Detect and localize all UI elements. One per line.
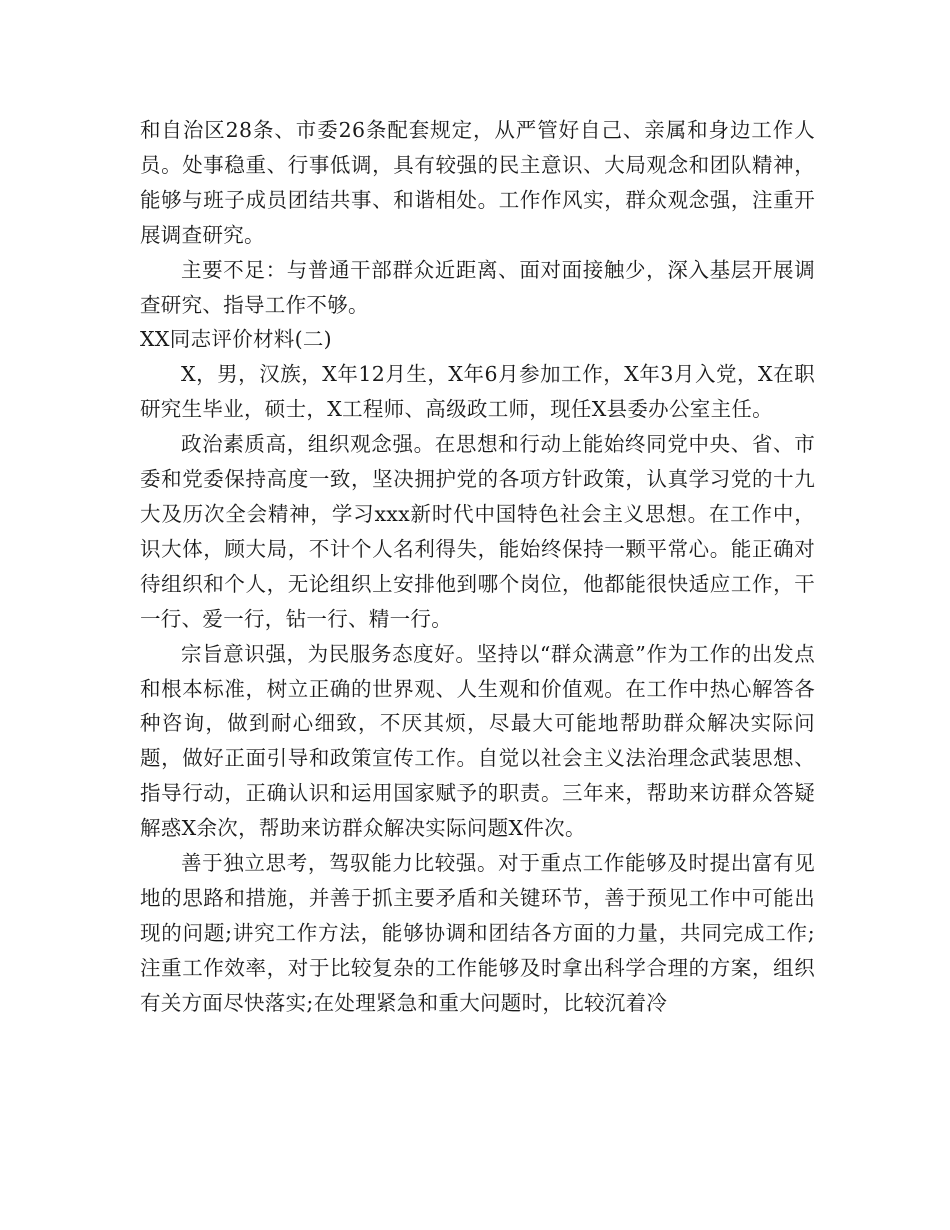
paragraph-political-quality: 政治素质高，组织观念强。在思想和行动上能始终同党中央、省、市委和党委保持高度一致，坚决拥护党的各项方针政策，认真学习党的十九大及历次全会精神，学习xxx新时代中国特色社会主义思想。在工作中，识大体，顾大局，不计个人名利得失，能始终保持一颗平常心。能正确对待组织和个人，无论组织上安排他到哪个岗位，他都能很快适应工作，干一行、爱一行，钻一行、精一行。: [140, 432, 815, 631]
section-heading: XX同志评价材料(二): [140, 327, 332, 352]
document-page: [140, 113, 815, 1021]
paragraph-independent-thinking: 善于独立思考，驾驭能力比较强。对于重点工作能够及时提出富有见地的思路和措施，并善于抓主要矛盾和关键环节，善于预见工作中可能出现的问题;讲究工作方法，能够协调和团结各方面的力量，共同完成工作;注重工作效率，对于比较复杂的工作能够及时拿出科学合理的方案，组织有关方面尽快落实;在处理紧急和重大问题时，比较沉着冷: [140, 851, 815, 1015]
paragraph-personal-info: X，男，汉族，X年12月生，X年6月参加工作，X年3月入党，X在职研究生毕业，硕士，X工程师、高级政工师，现任X县委办公室主任。: [140, 362, 815, 422]
paragraph-shortcomings: 主要不足：与普通干部群众近距离、面对面接触少，深入基层开展调查研究、指导工作不够。: [140, 257, 815, 317]
paragraph-service-awareness: 宗旨意识强，为民服务态度好。坚持以“群众满意”作为工作的出发点和根本标准，树立正确的世界观、人生观和价值观。在工作中热心解答各种咨询，做到耐心细致，不厌其烦，尽最大可能地帮助群众解决实际问题，做好正面引导和政策宣传工作。自觉以社会主义法治理念武装思想、指导行动，正确认识和运用国家赋予的职责。三年来，帮助来访群众答疑解惑X余次，帮助来访群众解决实际问题X件次。: [140, 641, 815, 841]
paragraph-continuation: 和自治区28条、市委26条配套规定，从严管好自己、亲属和身边工作人员。处事稳重、行事低调，具有较强的民主意识、大局观念和团队精神，能够与班子成员团结共事、和谐相处。工作作风实，群众观念强，注重开展调查研究。: [140, 118, 815, 247]
